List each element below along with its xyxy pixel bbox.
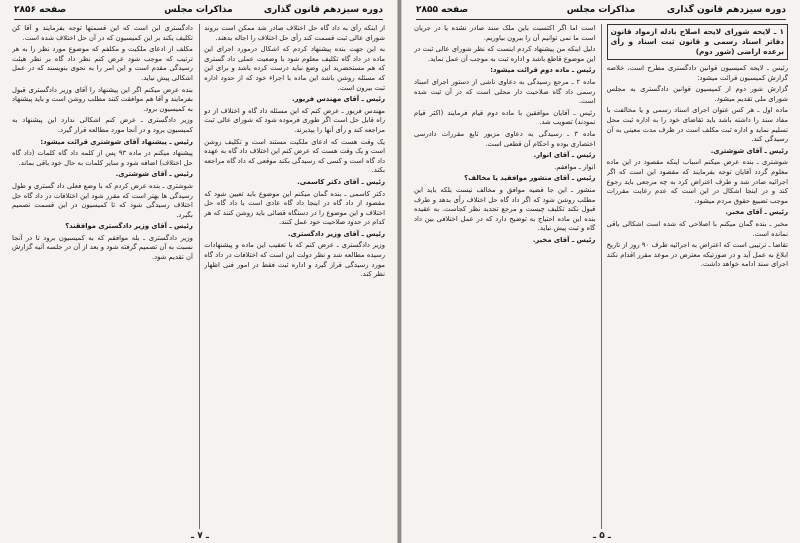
paragraph: مهندس فریور ـ عرض کنم که این مسئله داد گاه و اختلاف از دو راه قابل حل است اگر طوری فرموده شود که شورای عالی ثبت مراجعه کند و رأی آنها را بپذیرند. — [204, 106, 385, 134]
paragraph: مخبر ـ بنده گمان میکنم با اصلاحی که شده است اشکالی باقی نمانده است. — [606, 219, 788, 238]
paragraph: دلیل اینکه من پیشنهاد کردم اینست که نظر شورای عالی ثبت در این موضوع قاطع باشد و اداره ثبت به موجب آن عمل نماید. — [414, 45, 596, 63]
paragraph: ماده ۲ ـ مرجع رسیدگی به دعاوی ناشی از دستور اجرای اسناد رسمی داد گاه صلاحیت دار محلی است که در آن ثبت شده است. — [414, 77, 596, 106]
right-page — [401, 0, 800, 543]
right-page-left-column — [414, 24, 595, 529]
paragraph: به این جهت بنده پیشنهاد کردم که اشکال درمورد اجرای این ماده در داد گاه تکلیف معلوم شود با وضعیت عملی داد گستری که هم مستحضرید این وضع نباید درست کرده باشد و برای این که مسئله روشن باشد این ماده با اجراء خود که از حدود اداره ثبت بیرون است. — [204, 45, 385, 92]
speaker-line: رئیس ـ آقای انوار. — [533, 151, 596, 160]
left-page-right-column — [204, 24, 385, 529]
paragraph: انوار ـ موافقم. — [554, 162, 596, 171]
speaker-line: رئیس ـ پیشنهاد آقای شوشتری قرائت میشود: — [40, 137, 193, 146]
paragraph: دادگستری ابن است که این قسمتها توجه بفرمایند و آقا کن تکلیف یکند بر این کمیسیون که در آن حل اختلاف شده است. — [12, 24, 193, 42]
right-header-page-label: صفحه ۲۸۵۵ — [416, 5, 469, 15]
paragraph: دکتر کاسمی ـ بنده گمان میکنم این موضوع باید تعیین شود که مقصود از داد گاه در اینجا داد گاه عادی است یا داد گاه حل اختلاف و این موضوع را در دستگاه قضائی باید روشن کنند که هر کدام در حدود صلاحیت خود عمل کنند. — [204, 189, 385, 227]
left-page — [0, 0, 398, 543]
left-page-header — [14, 4, 383, 20]
left-header-session: دوره سیزدهم قانون گذاری — [263, 5, 383, 15]
paragraph: تقاضا ـ ترتیبی است که اعتراض به اجرائیه ظرف ۹۰ روز از تاریخ ابلاغ به عمل آید و در صورتیکه معترض در موعد مقرر اقدام نکند اجرای سند ادامه خواهد داشت. — [606, 241, 788, 269]
right-page-right-column — [607, 24, 788, 529]
speaker-line: رئیس ـ آقای مخبر. — [725, 208, 788, 217]
column-divider — [601, 24, 602, 529]
paragraph: رئیس ـ لایحه کمیسیون قوانین دادگستری مطرح است، خلاصه گزارش کمیسیون قرائت میشود: — [606, 64, 788, 82]
speaker-line: رئیس ـ آقای مخبر. — [532, 235, 596, 244]
speaker-line: رئیس ـ آقای منشور موافقید یا مخالف؟ — [464, 174, 596, 183]
paragraph: بنده عرض میکنم اگر این پیشنهاد را آقای وزیر دادگستری قبول بفرمایند و آقا هم موافقت کنند مطلب روشن است و باید پیشنهاد به کمیسیون برود. — [12, 85, 193, 113]
left-page-columns — [12, 24, 385, 529]
right-header-title: مذاکرات مجلس — [566, 5, 636, 15]
speaker-line: رئیس ـ آقای وزیر دادگستری موافقند؟ — [65, 222, 193, 231]
paragraph: وزیر دادگستری ـ عرض کنم که با تعقیب این ماده و پیشنهادات رسیده مطالعه شد و نظر دولت این است که اختلافات در داد گاه مورد رسیدگی قرار گیرد و اداره ثبت فقط در امور فنی اظهار نظر کند. — [204, 241, 385, 279]
paragraph: ماده اول ـ هر کس عنوان اجرای اسناد رسمی و یا مخالفت با مفاد سند را داشته باشد باید تقاضای خود را به اداره ثبت محل تسلیم نماید و اداره ثبت مکلف است در ظرف مدت معینی به آن رسیدگی کند. — [606, 106, 788, 144]
speaker-line: رئیس ـ ماده دوم قرائت میشود: — [490, 66, 596, 75]
paragraph: منشور ـ این جا قضیه موافق و مخالف نیست بلکه باید این مطلب روشن شود که اگر داد گاه حل اختلاف رأی بدهد و طرف قبول نکند تکلیف چیست و مرجع تجدید نظر کجاست. به عقیده بنده این ماده احتیاج به توضیح دارد که در عمل اختلافی بین داد گاه و ثبت پیش نیاید. — [414, 185, 596, 233]
paragraph: گزارش شور دوم از کمیسیون قوانین دادگستری به مجلس شورای ملی تقدیم میشود. — [606, 85, 788, 103]
paragraph: وزیر دادگستری ـ بله موافقم که به کمیسیون برود تا در آنجا نسبت به آن تصمیم گرفته شود و بعد از آن در جلسه آتیه گزارش آن تقدیم شود. — [12, 233, 193, 262]
paragraph: ماده ۳ ـ رسیدگی به دعاوی مزبور تابع مقررات دادرسی اختصاری بوده و احکام آن قطعی است. — [414, 129, 596, 148]
right-header-session: دوره سیزدهم قانون گذاری — [666, 5, 786, 15]
left-header-title: مذاکرات مجلس — [164, 5, 233, 15]
right-page-number: ـ ۵ ـ — [593, 531, 611, 541]
right-page-columns — [414, 24, 788, 529]
section-heading-box: ۱ ـ لایحه شورای لایحه اصلاح بادله ازمواد قانون دفاتر اسناد رسمی و قانون ثبت اسناد و رأی برعده اراضی (شور دوم) — [607, 24, 788, 60]
paragraph: رئیس ـ آقایان موافقین با ماده دوم قیام فرمایند (اکثر قیام نمودند) تصویب شد. — [414, 108, 596, 127]
left-page-number: ـ ۷ ـ — [191, 531, 209, 541]
speaker-line: رئیس ـ آقای دکتر کاسمی. — [297, 177, 385, 186]
speaker-line: رئیس ـ آقای شوشتری. — [115, 170, 193, 179]
right-page-header — [416, 4, 786, 20]
speaker-line: رئیس ـ آقای وزیر دادگستری. — [287, 229, 385, 238]
paragraph: شوشتری ـ بنده عرض کردم که با وضع فعلی داد گستری و طول رسیدگی ها بهتر است که مقرر شود این اختلافات در داد گاه حل اختلاف رسیدگی شود که تا کمیسیون در این قسمت تصمیم بگیرد. — [12, 181, 193, 219]
paragraph: از اینکه رأی به داد گاه حل اختلاف صادر شد ممکن است بروند شورای عالی ثبت قسمت کند رأی حل اختلاف را اجاله بدهند. — [204, 24, 385, 42]
speaker-line: رئیس ـ آقای شوشتری. — [710, 146, 788, 155]
paragraph: وزیر دادگستری ـ عرض کنم اشکالی ندارد این پیشنهاد به کمیسیون برود و در آنجا مورد مطالعه قرار گیرد. — [12, 116, 193, 134]
column-divider — [199, 24, 200, 529]
speaker-line: رئیس ـ آقای مهندس فریور. — [292, 95, 385, 104]
left-header-page-label: صفحه ۲۸۵۶ — [14, 5, 67, 15]
paragraph: مکلف از ادعای ملکیت و مکلفم که موضوع مورد نظر را به هر ترتیب که موجب شود عرض کنم نظر داد گاه بر نظر هیئت رسیدگی مقدم است و این امر را به نحوی بنویسند که در عمل اشکالی پیش نیاید. — [12, 45, 193, 82]
paragraph: پیشنهاد میکنم در ماده ۹۳ پس از کلمه داد گاه کلمات (داد گاه حل اختلاف) اضافه شود و سایر کلمات به حال خود باقی بماند. — [12, 149, 193, 167]
paragraph: یک وقت هست که ادعای ملکیت مستند است و تکلیف روشن است و یک وقت هست که عرض کنم این اختلاف داد گاه به عهده داد گاه است و کسی که رسیدگی بکند موقعی که داد گاه مراجعه بکند. — [204, 137, 385, 175]
paragraph: است اما اگر اکتسبت باین ملک سند صادر نشده یا در جریان است ما نمی توانیم آن را بیرون بیاوریم. — [414, 24, 596, 42]
left-page-left-column — [12, 24, 193, 529]
paragraph: شوشتری ـ بنده عرض میکنم اسباب اینکه مقصود در این ماده معلوم گردد آقایان توجه بفرمایند که مقصود این است که اگر اجرائیه صادر شد و طرف اعتراض کرد به چه مرجعی باید رجوع کند و در اینجا اشکال در این است که عدم رعایت مقررات موجب تضییع حقوق مردم میشود. — [606, 158, 788, 205]
